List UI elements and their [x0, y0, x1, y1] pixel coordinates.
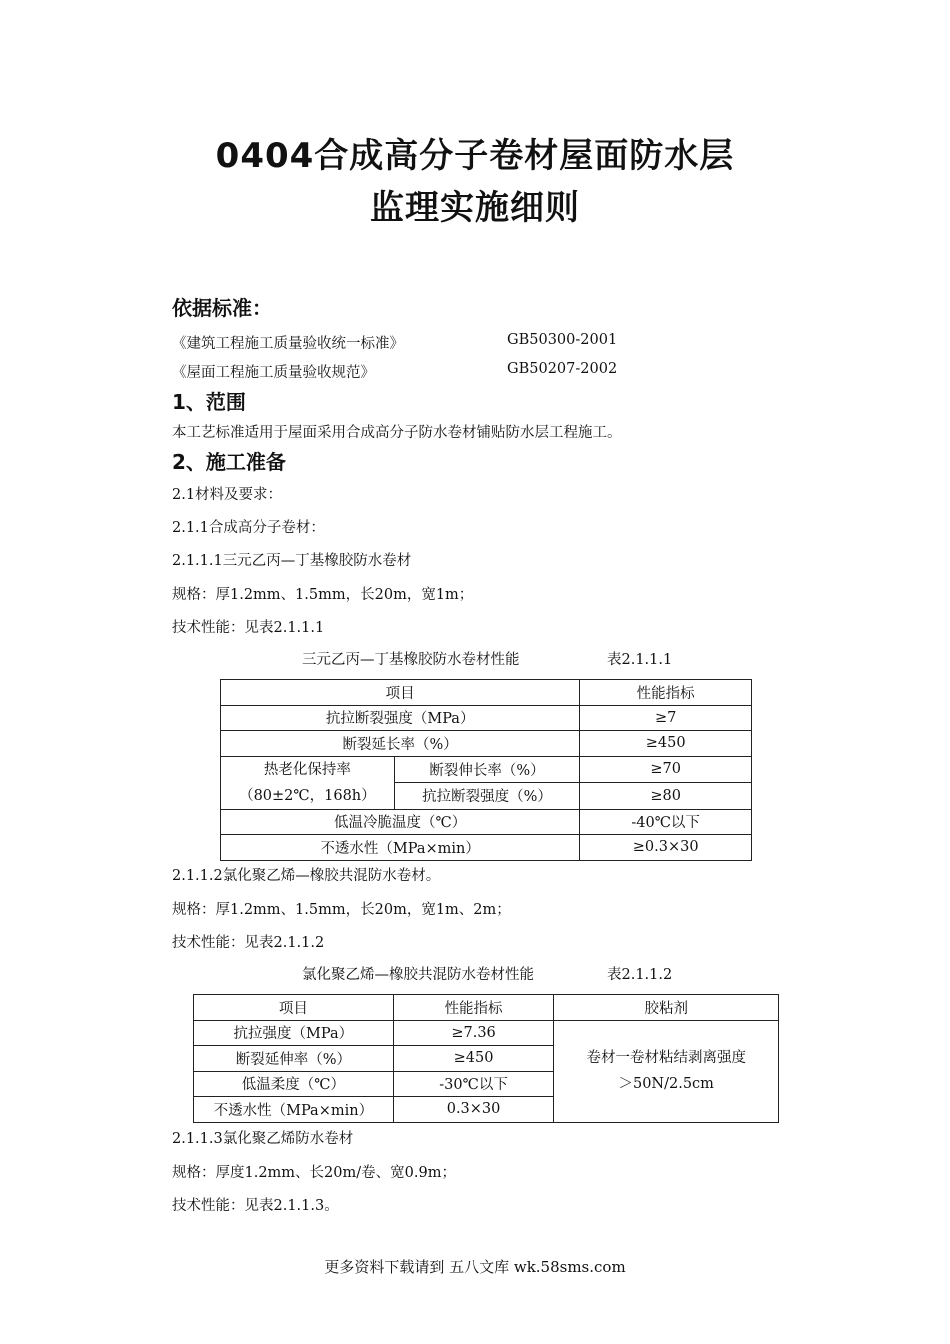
table-header-cell: 项目 [194, 995, 394, 1021]
footer-link-text[interactable]: 更多资料下载请到 五八文库 wk.58sms.com [324, 1258, 626, 1276]
table-cell: -40℃以下 [580, 809, 752, 835]
table-row [221, 731, 752, 757]
para-2-1-1-1: 2.1.1.1三元乙丙—丁基橡胶防水卷材 [172, 553, 412, 569]
table-row [221, 680, 752, 706]
table-cell: 不透水性（MPa×min） [221, 835, 580, 861]
para-tech-1: 技术性能：见表2.1.1.1 [172, 620, 325, 636]
table-cell: 断裂延伸率（%） [194, 1046, 394, 1072]
table-row [221, 835, 752, 861]
table2 [193, 994, 779, 1123]
table2-number: 表2.1.1.2 [607, 967, 673, 983]
table-cell: 断裂延长率（%） [221, 731, 580, 757]
table-cell: 低温柔度（℃） [194, 1071, 394, 1097]
table-header-cell: 性能指标 [580, 680, 752, 706]
table1 [220, 679, 752, 861]
section1-text: 本工艺标准适用于屋面采用合成高分子防水卷材铺贴防水层工程施工。 [172, 425, 622, 441]
table-cell: ≥7.36 [393, 1020, 554, 1046]
para-tech-3: 技术性能：见表2.1.1.3。 [172, 1198, 339, 1214]
para-2-1-1: 2.1.1合成高分子卷材： [172, 520, 325, 536]
group-label-line2: （80±2℃，168h） [239, 787, 376, 804]
table-cell: -30℃以下 [393, 1071, 554, 1097]
group-label-line1: 热老化保持率 [263, 761, 351, 778]
adhesive-line1: 卷材一卷材粘结剥离强度 [586, 1050, 746, 1066]
section1-heading: 1、范围 [172, 390, 246, 414]
para-spec-1: 规格：厚1.2mm、1.5mm，长20m，宽1m； [172, 587, 474, 603]
table-group-cell [221, 756, 395, 809]
table1-caption: 三元乙丙—丁基橡胶防水卷材性能 [302, 652, 520, 668]
table-cell: 0.3×30 [393, 1097, 554, 1123]
table1-number: 表2.1.1.1 [607, 652, 673, 668]
table-cell: ≥80 [580, 783, 752, 810]
table-cell: ≥450 [580, 731, 752, 757]
table-row [194, 1020, 779, 1046]
adhesive-cell [554, 1020, 779, 1122]
table-row [221, 756, 752, 783]
table-cell: 抗拉断裂强度（%） [394, 783, 580, 810]
doc-title-line1: 0404合成高分子卷材屋面防水层 [215, 136, 735, 176]
table-cell: ≥450 [393, 1046, 554, 1072]
para-spec-2: 规格：厚1.2mm、1.5mm，长20m，宽1m、2m； [172, 902, 511, 918]
table-cell: 抗拉断裂强度（MPa） [221, 705, 580, 731]
standard-code-2: GB50207-2002 [507, 361, 618, 377]
standard-code-1: GB50300-2001 [507, 332, 618, 348]
table-row [194, 995, 779, 1021]
table-cell: 低温冷脆温度（℃） [221, 809, 580, 835]
adhesive-line2: ＞50N/2.5cm [618, 1076, 714, 1092]
standard-name-2: 《屋面工程施工质量验收规范》 [172, 365, 375, 381]
table-cell: ≥0.3×30 [580, 835, 752, 861]
table-cell: 抗拉强度（MPa） [194, 1020, 394, 1046]
table-header-cell: 性能指标 [393, 995, 554, 1021]
doc-title-line2: 监理实施细则 [370, 188, 580, 228]
para-2-1-1-3: 2.1.1.3氯化聚乙烯防水卷材 [172, 1131, 354, 1147]
table-header-cell: 胶粘剂 [554, 995, 779, 1021]
table-row [221, 809, 752, 835]
para-spec-3: 规格：厚度1.2mm、长20m/卷、宽0.9m； [172, 1165, 456, 1181]
para-2-1-1-2: 2.1.1.2氯化聚乙烯—橡胶共混防水卷材。 [172, 868, 441, 884]
table-row [221, 705, 752, 731]
table-header-cell: 项目 [221, 680, 580, 706]
table-cell: ≥7 [580, 705, 752, 731]
section2-heading: 2、施工准备 [172, 450, 286, 474]
table-cell: 不透水性（MPa×min） [194, 1097, 394, 1123]
para-2-1: 2.1材料及要求： [172, 487, 283, 503]
basis-heading: 依据标准： [172, 296, 272, 320]
table2-caption: 氯化聚乙烯—橡胶共混防水卷材性能 [302, 967, 534, 983]
table-cell: 断裂伸长率（%） [394, 756, 580, 783]
standard-name-1: 《建筑工程施工质量验收统一标准》 [172, 336, 404, 352]
table-cell: ≥70 [580, 756, 752, 783]
para-tech-2: 技术性能：见表2.1.1.2 [172, 935, 325, 951]
